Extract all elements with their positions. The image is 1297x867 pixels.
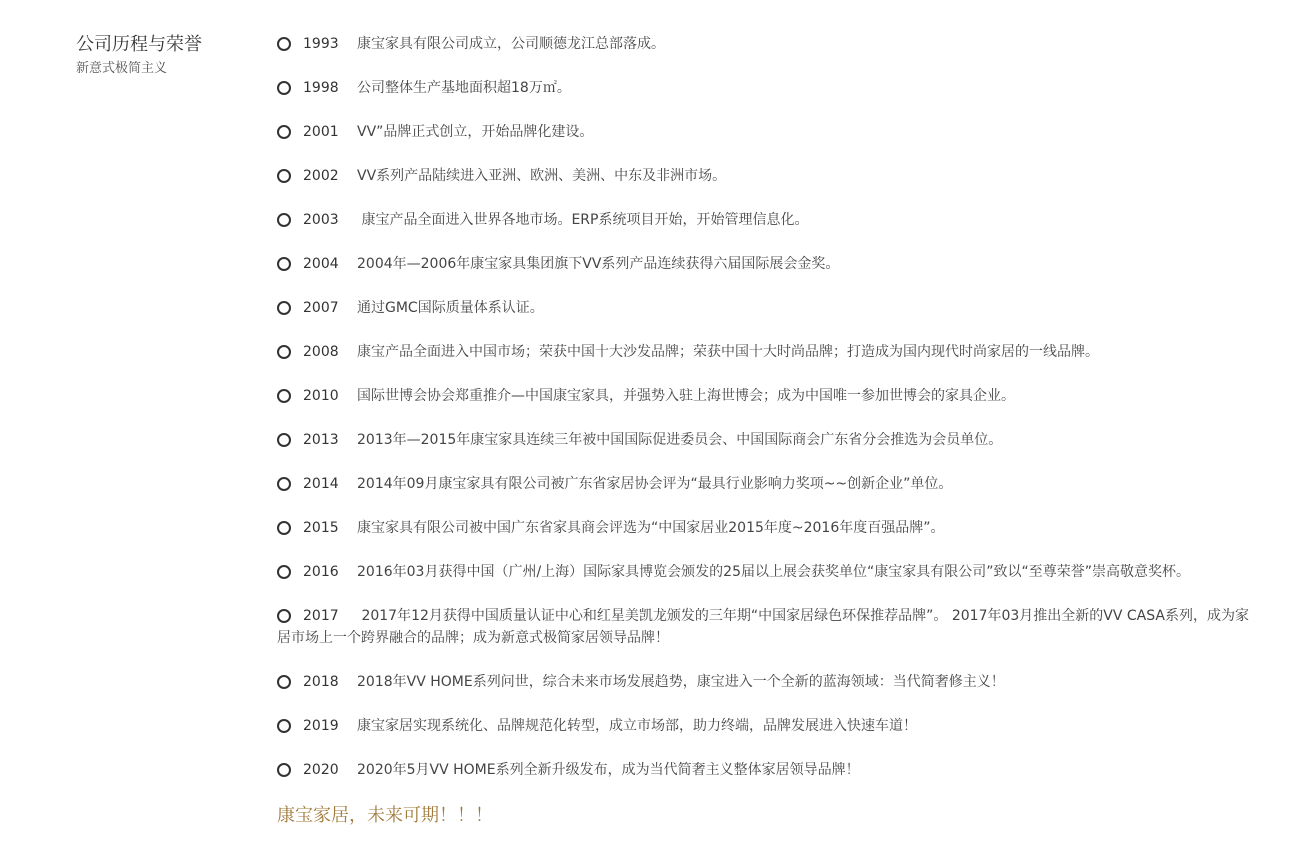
timeline-year: 1993 <box>303 36 339 52</box>
circle-bullet-icon <box>277 81 291 95</box>
timeline-text: 2013年—2015年康宝家具连续三年被中国国际促进委员会、中国国际商会广东省分会推选为会员单位。 <box>357 432 1003 448</box>
timeline-entry <box>277 385 1252 407</box>
timeline-entry <box>277 605 1252 649</box>
circle-bullet-icon <box>277 565 291 579</box>
timeline-year: 1998 <box>303 80 339 96</box>
timeline-year: 2007 <box>303 300 339 316</box>
timeline-year: 2008 <box>303 344 339 360</box>
timeline-text: 国际世博会协会郑重推介—中国康宝家具，并强势入驻上海世博会；成为中国唯一参加世博会的家具企业。 <box>357 388 1015 404</box>
page-subtitle: 新意式极简主义 <box>76 61 168 76</box>
closing-slogan: 康宝家居，未来可期！！！ <box>277 805 493 826</box>
circle-bullet-icon <box>277 345 291 359</box>
circle-bullet-icon <box>277 213 291 227</box>
timeline-year: 2010 <box>303 388 339 404</box>
timeline-text: 2020年5月VV HOME系列全新升级发布，成为当代简奢主义整体家居领导品牌！ <box>357 762 860 778</box>
timeline-entry <box>277 253 1252 275</box>
timeline-year: 2020 <box>303 762 339 778</box>
timeline-year: 2017 <box>303 608 339 624</box>
circle-bullet-icon <box>277 389 291 403</box>
timeline-text: 康宝家居实现系统化、品牌规范化转型，成立市场部，助力终端，品牌发展进入快速车道！ <box>357 718 917 734</box>
circle-bullet-icon <box>277 257 291 271</box>
timeline-entry <box>277 715 1252 737</box>
circle-bullet-icon <box>277 609 291 623</box>
page-title: 公司历程与荣誉 <box>76 34 202 55</box>
timeline-entry <box>277 473 1252 495</box>
timeline-entry <box>277 517 1252 539</box>
timeline-entry <box>277 165 1252 187</box>
timeline-entry <box>277 297 1252 319</box>
history-timeline <box>277 33 1252 803</box>
timeline-year: 2013 <box>303 432 339 448</box>
timeline-year: 2016 <box>303 564 339 580</box>
circle-bullet-icon <box>277 477 291 491</box>
timeline-text: 2004年—2006年康宝家具集团旗下VV系列产品连续获得六届国际展会金奖。 <box>357 256 840 272</box>
circle-bullet-icon <box>277 433 291 447</box>
timeline-year: 2002 <box>303 168 339 184</box>
timeline-year: 2004 <box>303 256 339 272</box>
timeline-entry <box>277 671 1252 693</box>
timeline-entry <box>277 77 1252 99</box>
timeline-entry <box>277 121 1252 143</box>
timeline-entry <box>277 341 1252 363</box>
timeline-text: 2017年12月获得中国质量认证中心和红星美凯龙颁发的三年期“中国家居绿色环保推荐品牌”。 2017年03月推出全新的VV CASA系列，成为家居市场上一个跨界融合的品牌；成为新意式极简家居领导品牌！ <box>277 608 1249 646</box>
timeline-year: 2014 <box>303 476 339 492</box>
circle-bullet-icon <box>277 301 291 315</box>
timeline-entry <box>277 33 1252 55</box>
timeline-text: 康宝产品全面进入中国市场；荣获中国十大沙发品牌；荣获中国十大时尚品牌；打造成为国内现代时尚家居的一线品牌。 <box>357 344 1099 360</box>
timeline-year: 2018 <box>303 674 339 690</box>
timeline-text: 2016年03月获得中国（广州/上海）国际家具博览会颁发的25届以上展会获奖单位“康宝家具有限公司”致以“至尊荣誉”崇高敬意奖杯。 <box>357 564 1190 580</box>
timeline-text: 公司整体生产基地面积超18万㎡。 <box>357 80 571 96</box>
timeline-entry <box>277 759 1252 781</box>
timeline-year: 2019 <box>303 718 339 734</box>
circle-bullet-icon <box>277 675 291 689</box>
timeline-year: 2003 <box>303 212 339 228</box>
circle-bullet-icon <box>277 763 291 777</box>
timeline-text: 2018年VV HOME系列问世，综合未来市场发展趋势，康宝进入一个全新的蓝海领域：当代简奢修主义！ <box>357 674 1005 690</box>
timeline-text: VV”品牌正式创立，开始品牌化建设。 <box>357 124 594 140</box>
circle-bullet-icon <box>277 125 291 139</box>
circle-bullet-icon <box>277 521 291 535</box>
timeline-text: VV系列产品陆续进入亚洲、欧洲、美洲、中东及非洲市场。 <box>357 168 727 184</box>
sidebar <box>76 33 256 78</box>
timeline-entry <box>277 209 1252 231</box>
timeline-entry <box>277 429 1252 451</box>
circle-bullet-icon <box>277 37 291 51</box>
timeline-year: 2001 <box>303 124 339 140</box>
circle-bullet-icon <box>277 169 291 183</box>
timeline-text: 康宝家具有限公司被中国广东省家具商会评选为“中国家居业2015年度~2016年度百强品牌”。 <box>357 520 945 536</box>
timeline-entry <box>277 561 1252 583</box>
circle-bullet-icon <box>277 719 291 733</box>
timeline-text: 康宝家具有限公司成立，公司顺德龙江总部落成。 <box>357 36 665 52</box>
timeline-year: 2015 <box>303 520 339 536</box>
timeline-text: 通过GMC国际质量体系认证。 <box>357 300 544 316</box>
timeline-text: 康宝产品全面进入世界各地市场。ERP系统项目开始，开始管理信息化。 <box>357 212 809 228</box>
timeline-text: 2014年09月康宝家具有限公司被广东省家居协会评为“最具行业影响力奖项~~创新企业”单位。 <box>357 476 953 492</box>
